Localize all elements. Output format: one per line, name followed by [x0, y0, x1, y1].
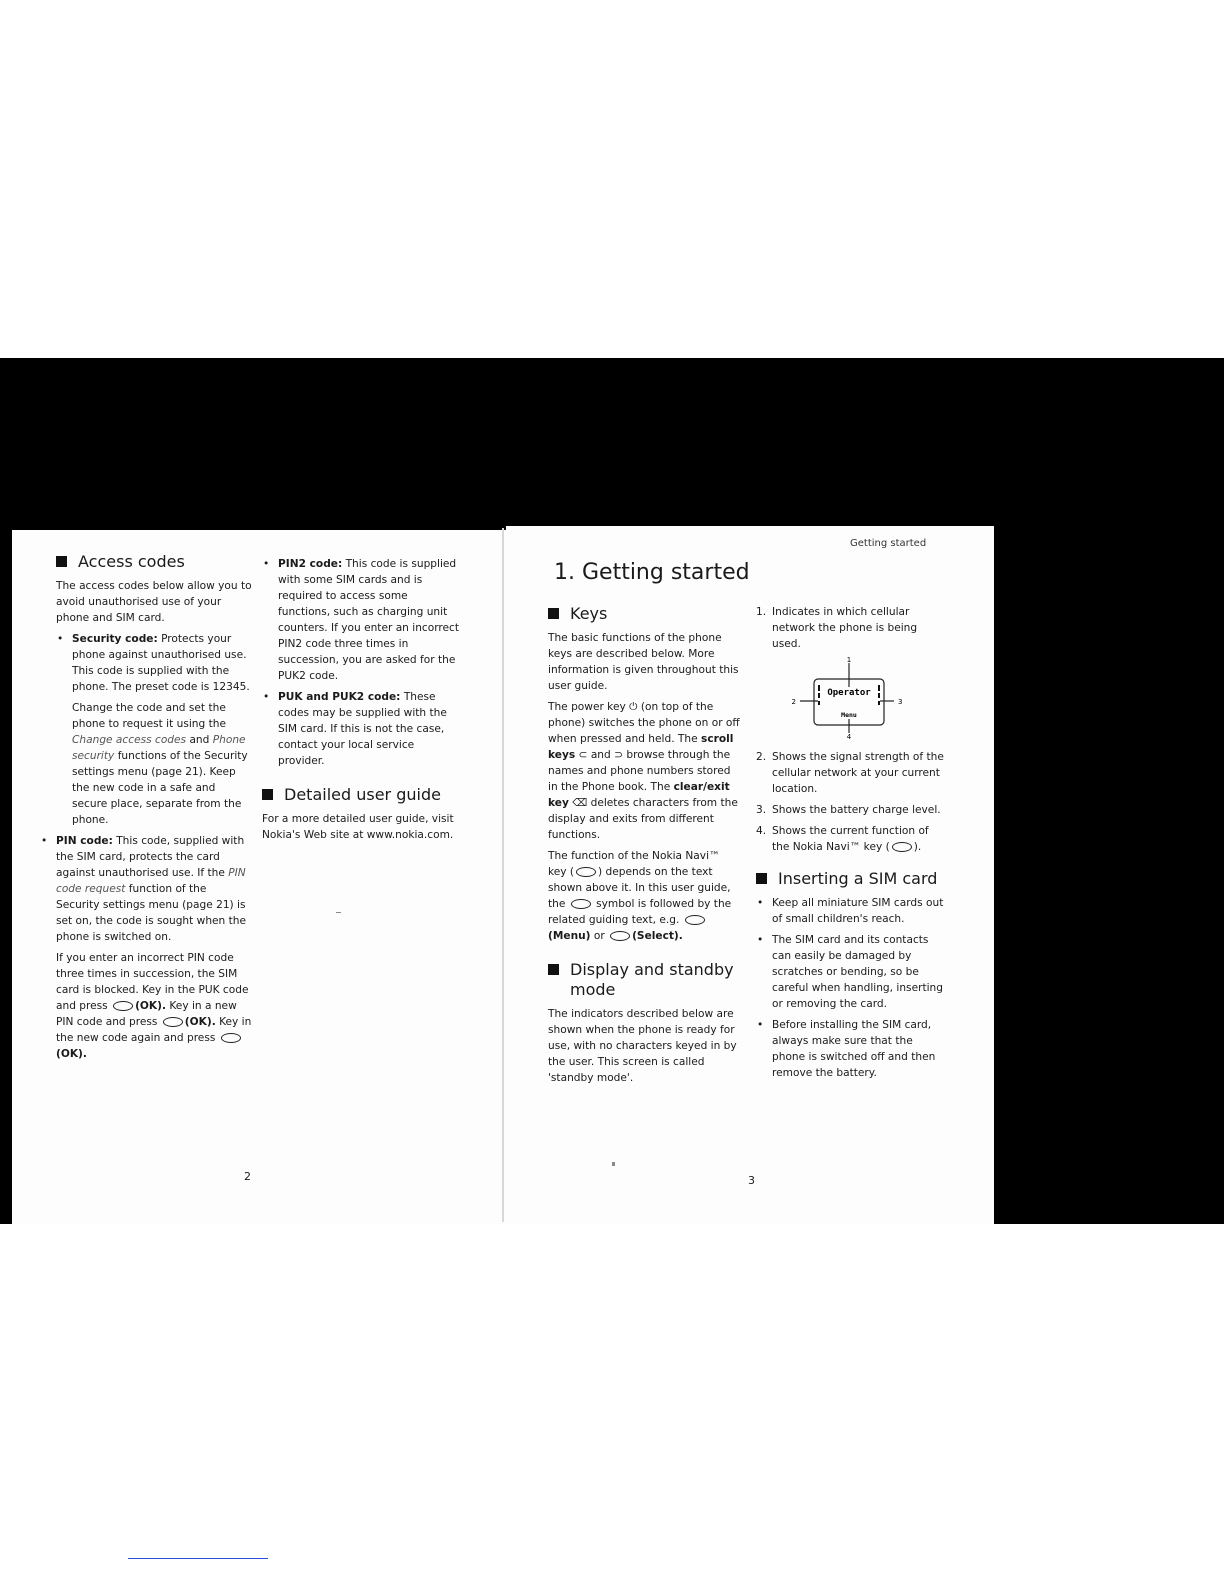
bullet-icon: • — [263, 691, 270, 703]
list-item-puk-code: • PUK and PUK2 code: These codes may be supplied with the SIM card. If this is not the case, contact your local service provider. — [263, 691, 447, 767]
navi-key-icon — [571, 899, 591, 909]
callout-4: 4 — [846, 733, 852, 739]
indicator-list-continued — [756, 749, 948, 855]
indicator-item-1: 1. Indicates in which cellular network the phone is being used. — [756, 606, 918, 650]
phone-security-ref: Phone security — [72, 734, 246, 762]
list-item: • The SIM card and its contacts can easily be damaged by scratches or bending, so be careful when handling, inserting or removing the card. — [757, 934, 943, 1010]
operator-label: Operator — [827, 688, 871, 698]
navi-key-icon — [892, 842, 912, 852]
indicator-item-2: 2. Shows the signal strength of the cellular network at your current location. — [756, 751, 944, 795]
detailed-guide-heading: Detailed user guide — [262, 785, 462, 805]
indicator-list — [756, 604, 948, 652]
access-codes-list-continued — [262, 556, 462, 769]
navi-key-icon — [576, 867, 596, 877]
power-icon: ⏻ — [629, 701, 638, 713]
list-item: • Before installing the SIM card, always make sure that the phone is switched off and then remove the battery. — [757, 1019, 936, 1079]
chapter-title: 1. Getting started — [554, 560, 750, 585]
left-column-2 — [262, 556, 462, 848]
scroll-up-icon: ⊂ — [578, 749, 588, 761]
bullet-icon: • — [41, 835, 48, 847]
access-codes-list — [41, 631, 252, 1062]
keys-power-paragraph: The power key ⏻ (on top of the phone) switches the phone on or off when pressed and held. The scroll keys ⊂ and ⊃ browse through the names and phone numbers stored in the Phone book. The clear/exit key ⌫ deletes characters from the display and exits from different functions. — [548, 701, 740, 841]
bullet-icon: • — [757, 934, 764, 946]
keys-intro: The basic functions of the phone keys are described below. More information is given throughout this user guide. — [548, 632, 739, 692]
bullet-icon: • — [57, 633, 64, 645]
scan-speck — [336, 912, 341, 913]
keys-navi-paragraph: The function of the Nokia Navi™ key ( ) depends on the text shown above it. In this user guide, the symbol is followed by the related guiding text, e.g. (Menu) or (Select). — [548, 850, 732, 942]
indicator-item-3: 3. Shows the battery charge level. — [756, 804, 941, 816]
list-item-security-code: • Security code: Protects your phone against unauthorised use. This code is supplied with the phone. The preset code is 12345. Change the code and set the phone to request it using the Change access codes and Phone security functions of the Security settings menu (page 21). Keep the new code in a safe and secure place, separate from the phone. — [57, 633, 250, 826]
heading-square-icon — [548, 608, 559, 619]
list-item: • Keep all miniature SIM cards out of small children's reach. — [757, 897, 944, 925]
left-column-1 — [41, 552, 252, 1067]
running-head: Getting started — [850, 538, 927, 549]
heading-square-icon — [56, 556, 67, 567]
detailed-guide-text: For a more detailed user guide, visit Nokia's Web site at www.nokia.com. — [262, 813, 454, 841]
navi-key-icon — [610, 931, 630, 941]
change-access-codes-ref: Change access codes — [72, 734, 187, 746]
sim-heading: Inserting a SIM card — [756, 869, 948, 889]
scan-speck — [612, 1162, 615, 1166]
list-item-pin2-code: • PIN2 code: This code is supplied with some SIM cards and is required to access some functions, such as charging unit counters. If you enter an incorrect PIN2 code three times in succession, you are asked for the PUK2 code. — [263, 558, 460, 682]
keys-heading: Keys — [548, 604, 740, 624]
standby-display-diagram — [756, 657, 926, 739]
sim-list — [756, 895, 948, 1081]
bottom-rule — [128, 1558, 268, 1559]
indicator-item-4: 4. Shows the current function of the Nokia Navi™ key ( ). — [756, 825, 929, 853]
right-column-2 — [756, 604, 948, 1086]
bullet-icon: • — [757, 897, 764, 909]
navi-key-icon — [163, 1017, 183, 1027]
page-number-right: 3 — [748, 1174, 755, 1187]
right-column-1 — [548, 604, 740, 1091]
callout-3: 3 — [898, 698, 903, 706]
access-codes-heading: Access codes — [56, 552, 252, 572]
display-text: The indicators described below are shown when the phone is ready for use, with no characters keyed in by the user. This screen is called 'standby mode'. — [548, 1008, 737, 1084]
book-spine — [502, 528, 504, 1222]
callout-1: 1 — [846, 657, 852, 664]
heading-square-icon — [262, 789, 273, 800]
heading-square-icon — [756, 873, 767, 884]
navi-key-icon — [113, 1001, 133, 1011]
callout-2: 2 — [791, 698, 796, 706]
navi-key-icon — [221, 1033, 241, 1043]
bullet-icon: • — [263, 558, 270, 570]
display-heading: Display and standby mode — [548, 960, 740, 1000]
access-codes-intro: The access codes below allow you to avoid unauthorised use of your phone and SIM card. — [56, 580, 252, 624]
scroll-down-icon: ⊃ — [614, 749, 624, 761]
bullet-icon: • — [757, 1019, 764, 1031]
menu-label: Menu — [841, 711, 857, 719]
page-number-left: 2 — [244, 1170, 251, 1183]
navi-key-icon — [685, 915, 705, 925]
heading-square-icon — [548, 964, 559, 975]
clear-key-icon: ⌫ — [572, 797, 588, 809]
pin-code-request-ref: PIN code request — [56, 867, 246, 895]
list-item-pin-code: • PIN code: This code, supplied with the SIM card, protects the card against unauthorised use. If the PIN code request function of the Security settings menu (page 21) is set on, the code is sought when the phone is switched on. If you enter an incorrect PIN code three times in succession, the SIM card is blocked. Key in the PUK code and press (OK). Key in a new PIN code and press (OK). Key in the new code again and press (OK). — [41, 835, 252, 1060]
